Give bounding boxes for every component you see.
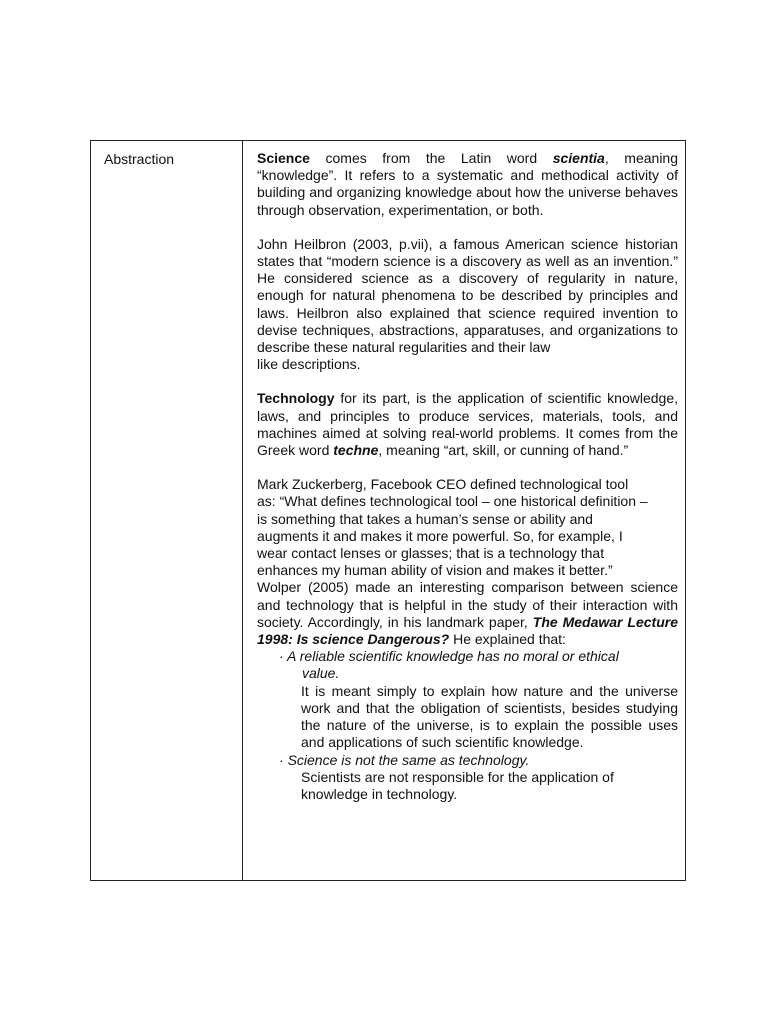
bullet-marker: · xyxy=(279,751,284,768)
bullet-title: A reliable scientific knowledge has no moral or ethical xyxy=(287,648,619,665)
technology-paragraph xyxy=(257,390,678,459)
zuckerberg-line: augments it and makes it more powerful. So, for example, I xyxy=(257,527,623,544)
bullet-title-continuation: value. xyxy=(302,665,340,682)
content-table xyxy=(90,140,686,881)
heilbron-paragraph-tail: like descriptions. xyxy=(257,356,361,373)
heilbron-paragraph: John Heilbron (2003, p.vii), a famous American science historian states that “modern science is a discovery as well as an invention.” He considered science as a discovery of regularity in nature, enough for natural phenomena to be described by principles and laws. Heilbron also explained that science required invention to devise techniques, abstractions, apparatuses, and organizations to describe these natural regularities and their law xyxy=(257,235,678,356)
techne-term: techne xyxy=(333,442,379,459)
technology-text-1: for its part, is the application of scientific knowledge, laws, and principles to produce services, materials, tools, and machines aimed at solving real-world problems. It comes from the Greek word xyxy=(257,390,678,459)
bullet-title: Science is not the same as technology. xyxy=(287,751,530,768)
science-paragraph xyxy=(257,150,678,219)
bullet-body: It is meant simply to explain how nature and the universe work and that the obligation of scientists, besides studying the nature of the universe, is to explain the possible uses and applications of such scientific knowledge. xyxy=(301,682,678,751)
technology-term: Technology xyxy=(257,390,335,407)
zuckerberg-line: is something that takes a human’s sense or ability and xyxy=(257,510,593,527)
content-cell xyxy=(257,150,678,803)
wolper-text-2: He explained that: xyxy=(449,631,566,648)
wolper-paragraph xyxy=(257,579,678,648)
zuckerberg-line: enhances my human ability of vision and makes it better.” xyxy=(257,562,613,579)
bullet-item xyxy=(279,648,678,665)
column-divider xyxy=(242,141,243,880)
science-term: Science xyxy=(257,150,310,166)
zuckerberg-line: as: “What defines technological tool – one historical definition – xyxy=(257,493,648,510)
bullet-body: Scientists are not responsible for the application of knowledge in technology. xyxy=(301,768,614,802)
science-text-1: comes from the Latin word xyxy=(309,150,553,166)
bullet-item xyxy=(279,752,678,769)
scientia-term: scientia xyxy=(552,150,605,166)
row-label: Abstraction xyxy=(104,151,175,167)
zuckerberg-paragraph xyxy=(257,476,678,579)
technology-text-2: , meaning “art, skill, or cunning of hand.” xyxy=(378,442,629,459)
wolper-text-1: Wolper (2005) made an interesting comparison between science and technology that is helpful in the study of their interaction with society. Accordingly, in his landmark paper, xyxy=(257,579,678,630)
zuckerberg-line: wear contact lenses or glasses; that is a technology that xyxy=(257,545,605,562)
bullet-marker: · xyxy=(279,648,284,665)
medawar-lecture-title: The Medawar Lecture 1998: Is science Dangerous? xyxy=(257,613,679,648)
zuckerberg-line: Mark Zuckerberg, Facebook CEO defined technological tool xyxy=(257,476,629,493)
science-text-2: , meaning “knowledge”. It refers to a systematic and methodical activity of building and organizing knowledge about how the universe behaves through observation, experimentation, or both. xyxy=(257,150,678,218)
